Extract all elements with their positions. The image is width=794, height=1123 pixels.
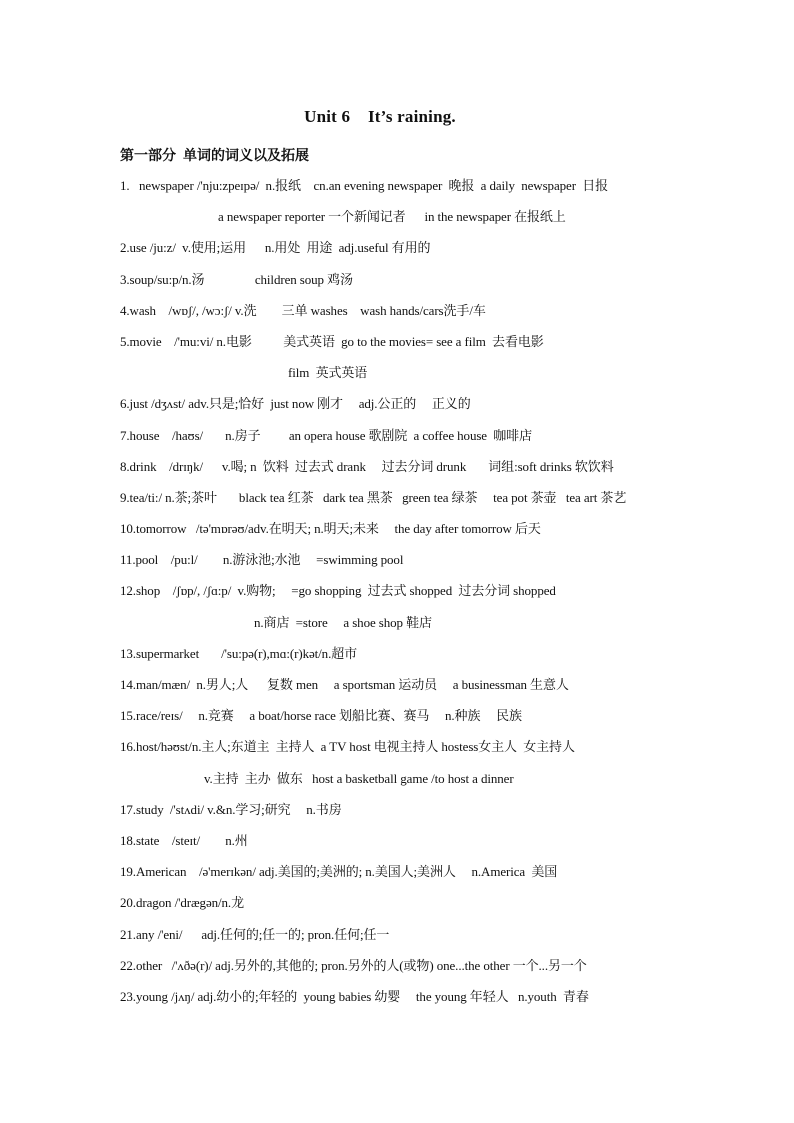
vocab-line-23: 23.young /jʌŋ/ adj.幼小的;年轻的 young babies 幼婴 the young 年轻人 n.youth 青春 bbox=[120, 988, 589, 1004]
vocab-line-12: 12.shop /ʃɒp/, /ʃɑ:p/ v.购物; =go shopping 过去式 shopped 过去分词 shopped bbox=[120, 583, 556, 599]
vocab-line-21: 21.any /'eni/ adj.任何的;任一的; pron.任何;任一 bbox=[120, 926, 390, 942]
vocab-line-6: 6.just /dʒʌst/ adv.只是;恰好 just now 刚才 adj.公正的 正义的 bbox=[120, 396, 471, 412]
vocab-line-20: 20.dragon /'drægən/n.龙 bbox=[120, 895, 244, 911]
section-heading: 第一部分 单词的词义以及拓展 bbox=[120, 149, 309, 164]
vocabulary-list bbox=[120, 175, 680, 1017]
vocab-line-1: 1. newspaper /'nju:zpeɪpə/ n.报纸 cn.an evening newspaper 晚报 a daily newspaper 日报 bbox=[120, 178, 609, 193]
vocab-line-8: 8.drink /drɪŋk/ v.喝; n 饮料 过去式 drank 过去分词 drunk 词组:soft drinks 软饮料 bbox=[120, 458, 614, 474]
vocab-line-18: 18.state /steɪt/ n.州 bbox=[120, 832, 248, 848]
vocab-line-5: 5.movie /'mu:vi/ n.电影 美式英语 go to the movies= see a film 去看电影 bbox=[120, 333, 544, 349]
vocab-line-14: 14.man/mæn/ n.男人;人 复数 men a sportsman 运动员 a businessman 生意人 bbox=[120, 677, 569, 692]
vocab-line-3: 3.soup/su:p/n.汤 children soup 鸡汤 bbox=[120, 271, 353, 287]
vocab-line-1-continued: a newspaper reporter 一个新闻记者 in the newspaper 在报纸上 bbox=[218, 209, 566, 225]
document-title: Unit 6 It’s raining. bbox=[304, 107, 456, 126]
vocab-line-16: 16.host/həʊst/n.主人;东道主 主持人 a TV host 电视主持人 hostess女主人 女主持人 bbox=[120, 739, 575, 755]
vocab-line-15: 15.race/reɪs/ n.竞赛 a boat/horse race 划船比赛、赛马 n.种族 民族 bbox=[120, 708, 522, 724]
vocab-line-17: 17.study /'stʌdi/ v.&n.学习;研究 n.书房 bbox=[120, 801, 342, 817]
vocab-line-16-continued: v.主持 主办 做东 host a basketball game /to host a dinner bbox=[204, 770, 514, 786]
vocab-line-2: 2.use /ju:z/ v.使用;运用 n.用处 用途 adj.useful 有用的 bbox=[120, 240, 431, 256]
vocab-line-13: 13.supermarket /'su:pə(r),mɑ:(r)kət/n.超市 bbox=[120, 645, 358, 661]
vocab-line-7: 7.house /haʊs/ n.房子 an opera house 歌剧院 a coffee house 咖啡店 bbox=[120, 427, 532, 443]
vocab-line-11: 11.pool /pu:l/ n.游泳池;水池 =swimming pool bbox=[120, 552, 404, 568]
vocab-line-12-continued: n.商店 =store a shoe shop 鞋店 bbox=[254, 614, 432, 630]
vocab-line-4: 4.wash /wɒʃ/, /wɔ:ʃ/ v.洗 三单 washes wash hands/cars洗手/车 bbox=[120, 302, 486, 318]
vocab-line-10: 10.tomorrow /tə'mɒrəʊ/adv.在明天; n.明天;未来 the day after tomorrow 后天 bbox=[120, 521, 541, 537]
vocab-line-22: 22.other /'ʌðə(r)/ adj.另外的,其他的; pron.另外的人(或物) one...the other 一个...另一个 bbox=[120, 957, 587, 973]
vocab-line-5-continued: film 英式英语 bbox=[288, 365, 368, 381]
vocab-line-19: 19.American /ə'merɪkən/ adj.美国的;美洲的; n.美国人;美洲人 n.America 美国 bbox=[120, 864, 558, 880]
vocab-line-9: 9.tea/ti:/ n.茶;茶叶 black tea 红茶 dark tea 黑茶 green tea 绿茶 tea pot 茶壶 tea art 茶艺 bbox=[120, 489, 627, 505]
